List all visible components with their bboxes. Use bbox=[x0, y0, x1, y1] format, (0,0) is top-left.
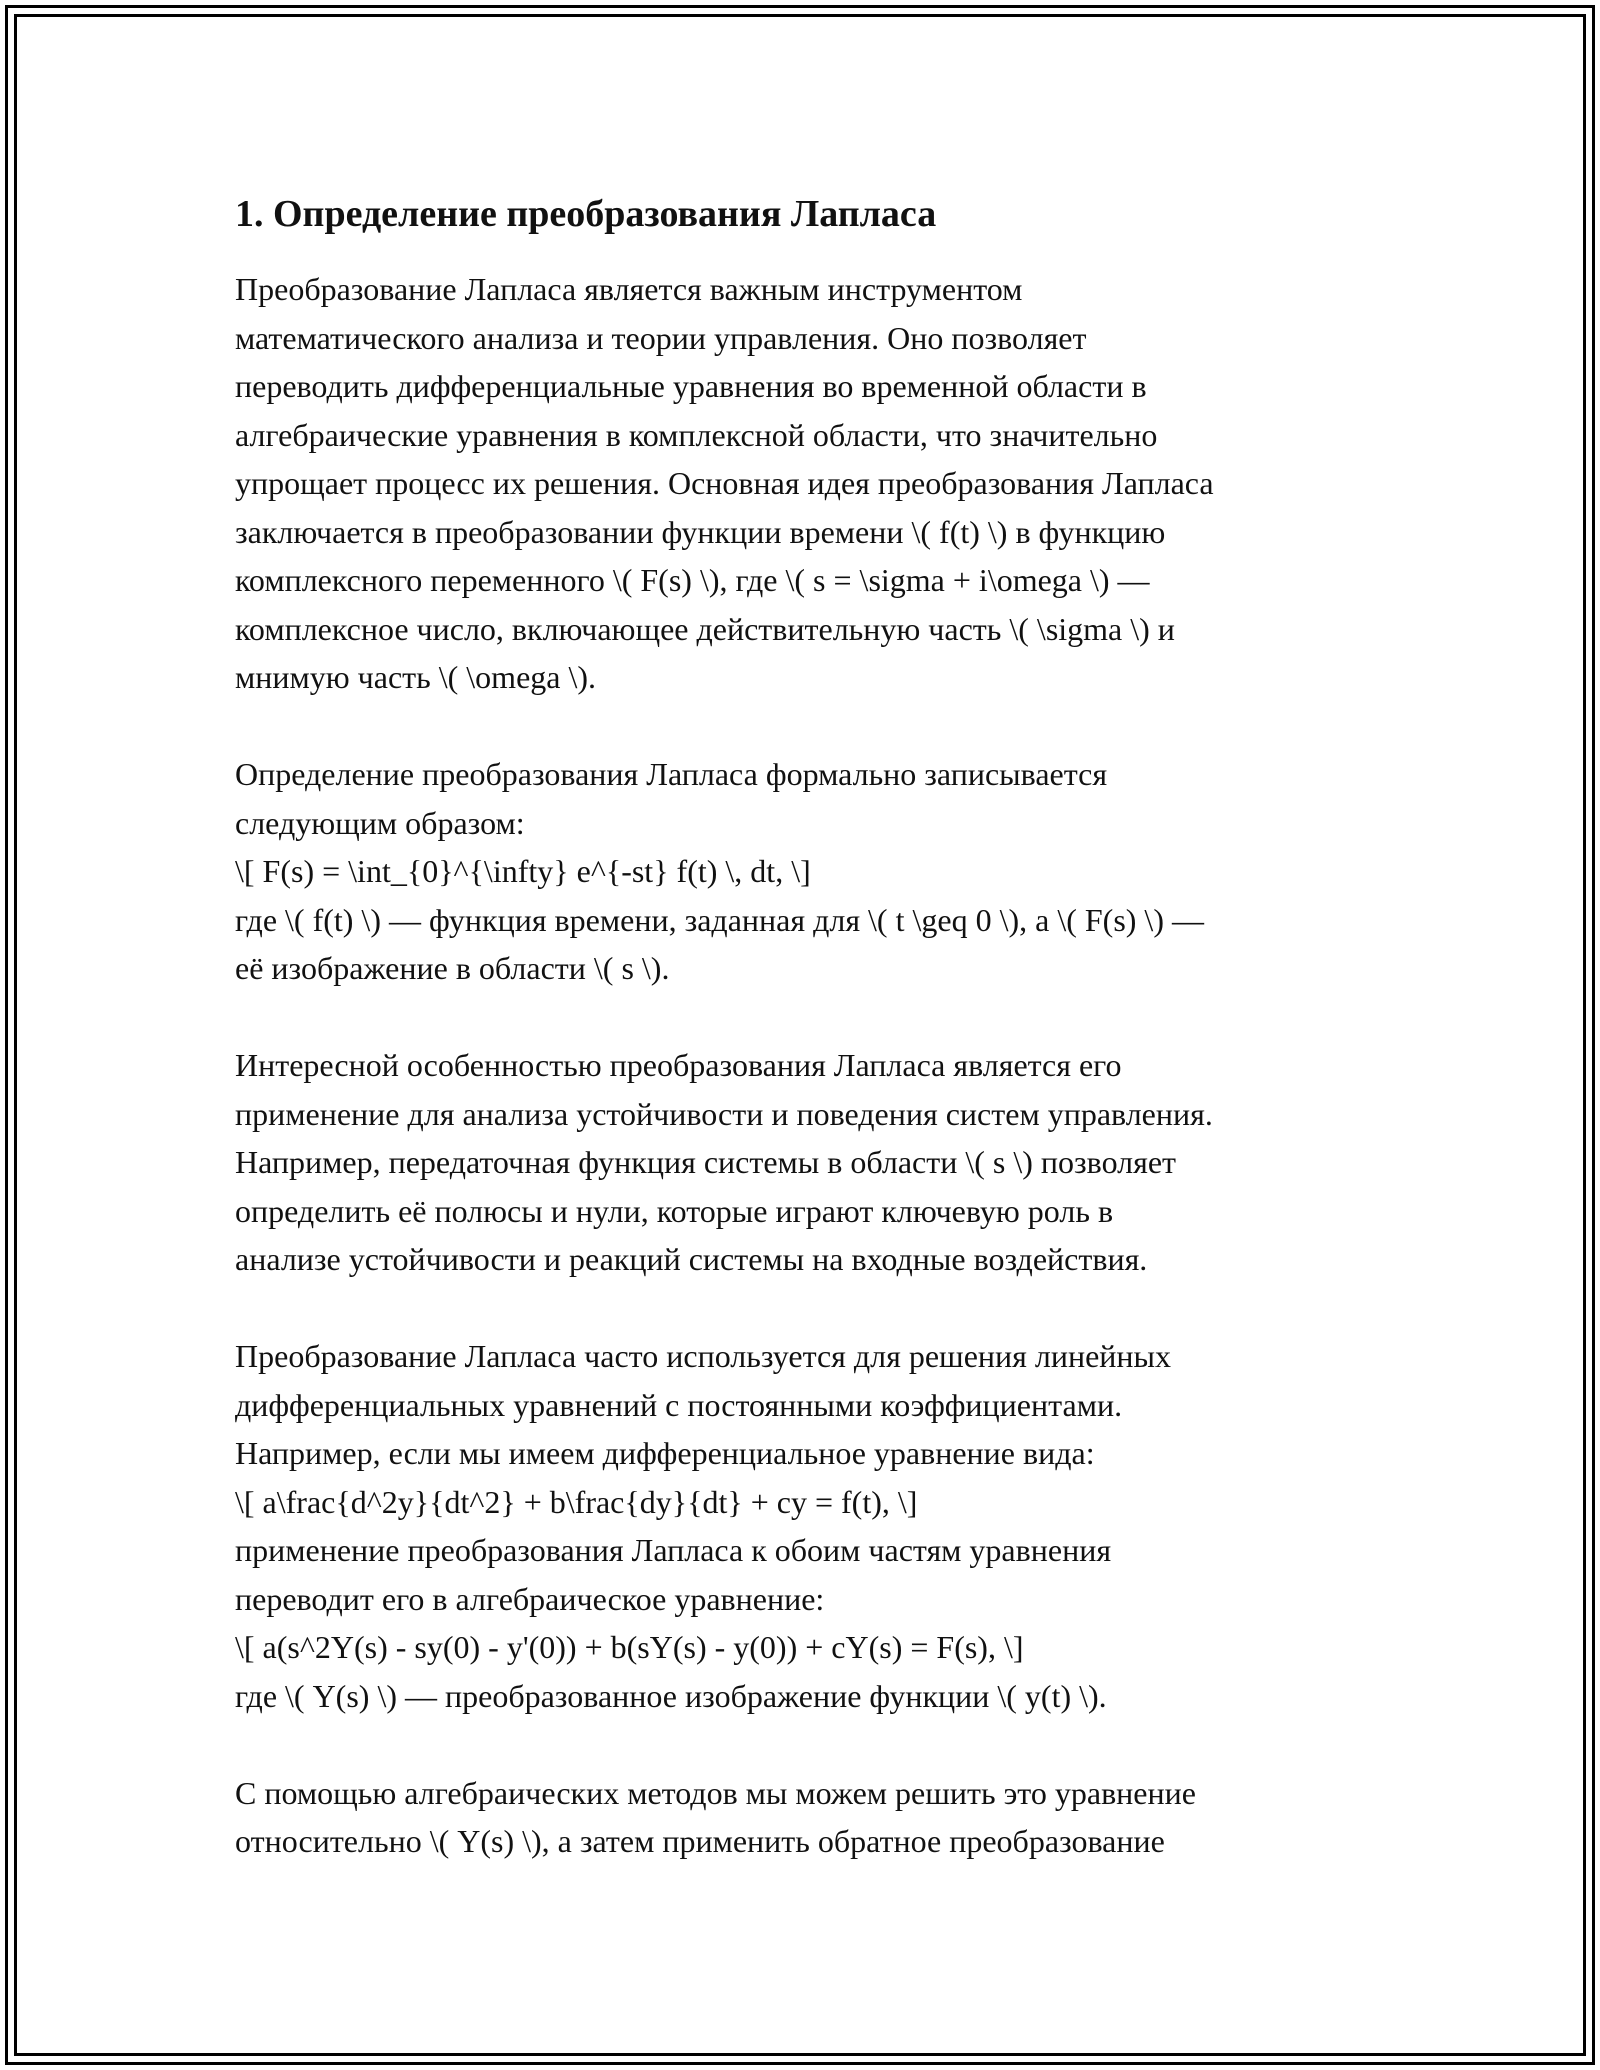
text-line: математического анализа и теории управления. Оно позволяет bbox=[235, 319, 1087, 356]
text-line: алгебраические уравнения в комплексной области, что значительно bbox=[235, 416, 1158, 453]
section-heading: 1. Определение преобразования Лапласа bbox=[235, 193, 937, 235]
text-line: где \( Y(s) \) — преобразованное изображение функции \( y(t) \). bbox=[235, 1677, 1107, 1714]
formula-line: \[ a\frac{d^2y}{dt^2} + b\frac{dy}{dt} + cy = f(t), \] bbox=[235, 1483, 918, 1520]
text-line: упрощает процесс их решения. Основная идея преобразования Лапласа bbox=[235, 465, 1214, 501]
paragraph-algebraic-methods bbox=[235, 1769, 1365, 1866]
text-line: применение преобразования Лапласа к обоим частям уравнения bbox=[235, 1532, 1112, 1568]
text-line: С помощью алгебраических методов мы можем решить это уравнение bbox=[235, 1774, 1196, 1811]
paragraph-stability bbox=[235, 1041, 1365, 1284]
paragraph-differential-equations bbox=[235, 1332, 1365, 1720]
text-line: заключается в преобразовании функции времени \( f(t) \) в функцию bbox=[235, 513, 1166, 550]
text-line: Интересной особенностью преобразования Лапласа является его bbox=[235, 1047, 1122, 1083]
text-line: переводит его в алгебраическое уравнение: bbox=[235, 1580, 825, 1617]
text-line: Преобразование Лапласа часто используется для решения линейных bbox=[235, 1338, 1172, 1374]
document-body bbox=[235, 186, 1365, 1914]
text-line: дифференциальных уравнений с постоянными коэффициентами. bbox=[235, 1386, 1123, 1423]
text-line: комплексное число, включающее действительную часть \( \sigma \) и bbox=[235, 610, 1175, 647]
text-line: определить её полюсы и нули, которые играют ключевую роль в bbox=[235, 1192, 1114, 1229]
text-line: мнимую часть \( \omega \). bbox=[235, 659, 597, 695]
formula-line: \[ a(s^2Y(s) - sy(0) - y'(0)) + b(sY(s) - y(0)) + cY(s) = F(s), \] bbox=[235, 1629, 1024, 1665]
text-line: комплексного переменного \( F(s) \), где \( s = \sigma + i\omega \) — bbox=[235, 562, 1150, 598]
paragraph-intro bbox=[235, 265, 1365, 702]
formula-line: \[ F(s) = \int_{0}^{\infty} e^{-st} f(t) \, dt, \] bbox=[235, 853, 811, 889]
text-line: Например, если мы имеем дифференциальное уравнение вида: bbox=[235, 1435, 1095, 1471]
text-line: где \( f(t) \) — функция времени, заданная для \( t \geq 0 \), а \( F(s) \) — bbox=[235, 901, 1204, 938]
text-line: следующим образом: bbox=[235, 804, 525, 841]
paragraph-definition bbox=[235, 750, 1365, 993]
text-line: её изображение в области \( s \). bbox=[235, 950, 670, 986]
text-line: анализе устойчивости и реакций системы на входные воздействия. bbox=[235, 1241, 1148, 1277]
text-line: переводить дифференциальные уравнения во временной области в bbox=[235, 368, 1147, 404]
text-line: относительно \( Y(s) \), а затем применить обратное преобразование bbox=[235, 1823, 1165, 1859]
text-line: Преобразование Лапласа является важным инструментом bbox=[235, 271, 1023, 307]
text-line: применение для анализа устойчивости и поведения систем управления. bbox=[235, 1095, 1213, 1132]
text-line: Например, передаточная функция системы в области \( s \) позволяет bbox=[235, 1144, 1177, 1180]
text-line: Определение преобразования Лапласа формально записывается bbox=[235, 756, 1108, 792]
